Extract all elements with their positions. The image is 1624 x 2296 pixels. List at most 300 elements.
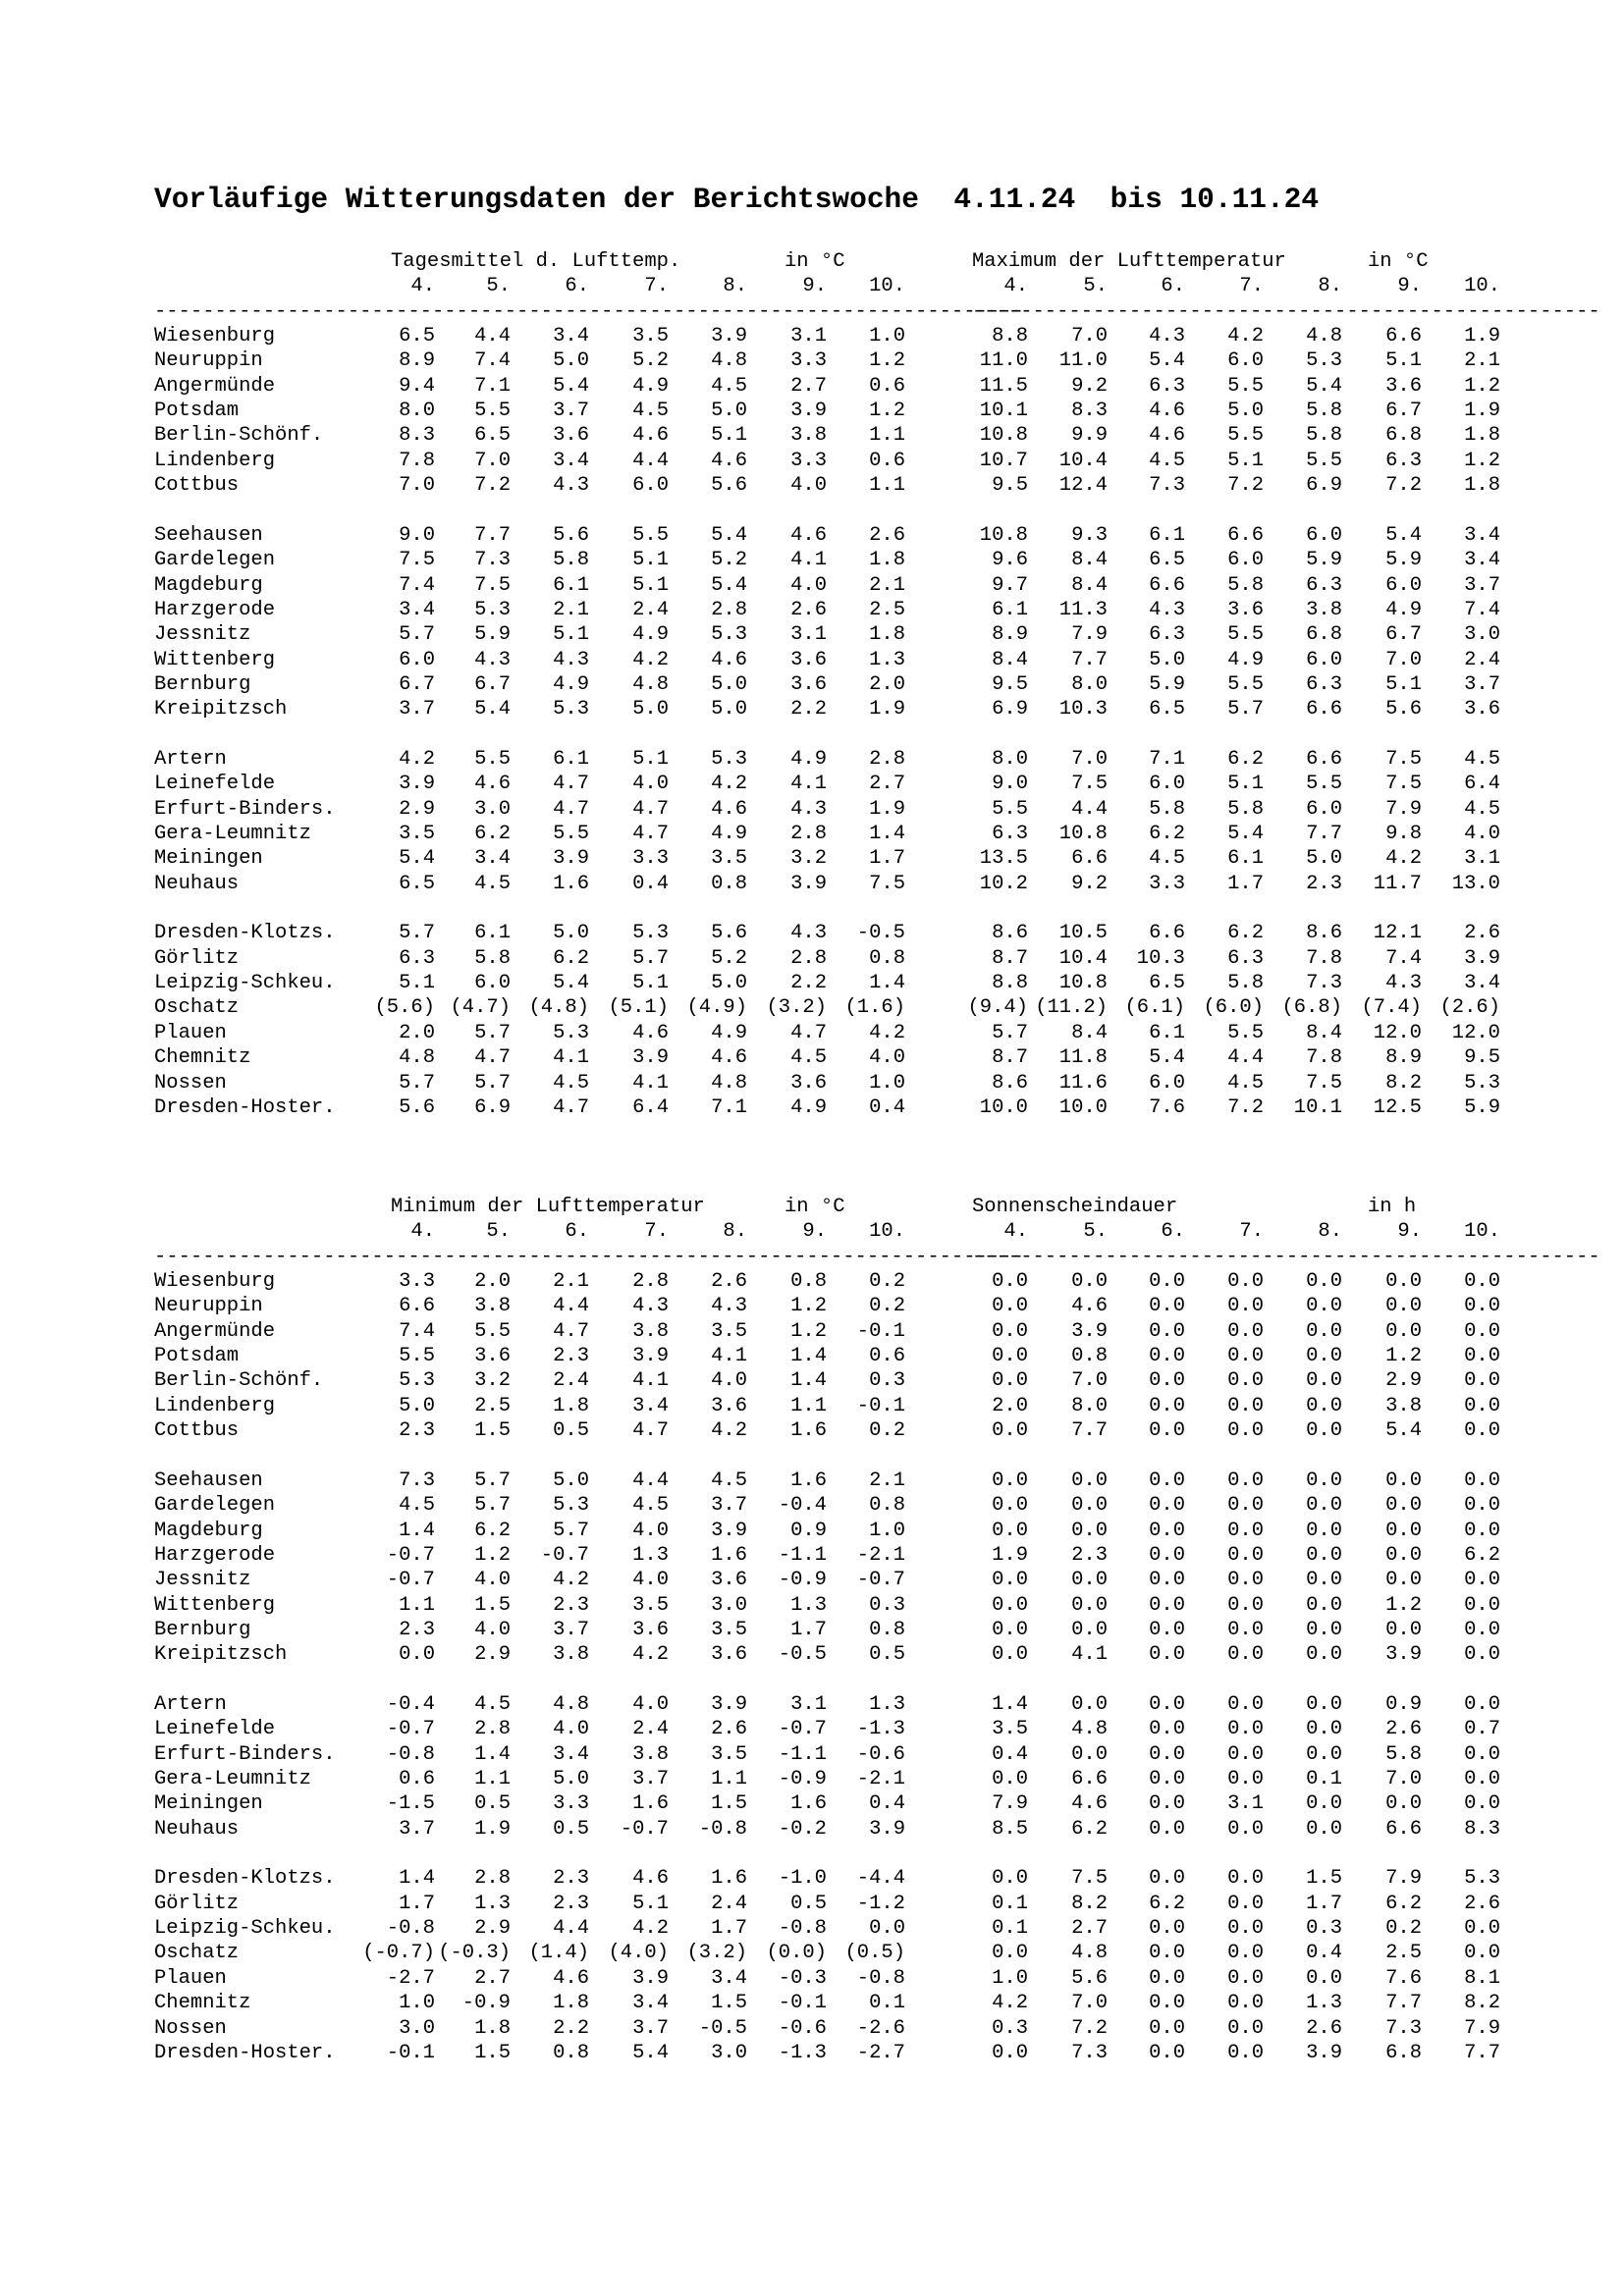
value-cell: 0.4 xyxy=(869,1095,905,1119)
value-cell: 0.8 xyxy=(869,1494,905,1518)
value-cell: 0.0 xyxy=(1227,1692,1264,1716)
value-cell: 4.4 xyxy=(632,449,669,472)
value-cell: 4.0 xyxy=(632,1692,669,1716)
value-cell: 0.0 xyxy=(1227,1295,1264,1318)
value-cell: 6.2 xyxy=(553,946,589,970)
value-cell: 3.9 xyxy=(632,1345,669,1368)
value-cell: 3.2 xyxy=(790,847,827,871)
value-cell: 0.0 xyxy=(1149,1966,1185,1990)
value-cell: 1.3 xyxy=(632,1543,669,1567)
value-cell: 3.6 xyxy=(790,672,827,696)
station-name: Leipzig-Schkeu. xyxy=(154,1917,336,1941)
divider-left: ------------------------------------------------------------------------ xyxy=(154,1246,1024,1268)
value-cell: 3.0 xyxy=(399,2016,435,2040)
value-cell: 0.0 xyxy=(1306,1618,1342,1641)
value-cell: 5.8 xyxy=(553,549,589,572)
value-cell: 4.5 xyxy=(711,1468,747,1492)
value-cell: 0.0 xyxy=(992,1942,1028,1965)
value-cell: 5.5 xyxy=(1306,449,1342,472)
day-header: 4. xyxy=(1003,1220,1028,1243)
value-cell: 4.5 xyxy=(474,872,511,895)
value-cell: 4.6 xyxy=(1149,400,1185,423)
value-cell: 7.0 xyxy=(1071,747,1108,771)
value-cell: 10.0 xyxy=(979,1095,1028,1119)
value-cell: 12.4 xyxy=(1058,474,1108,498)
value-cell: (4.7) xyxy=(450,996,511,1020)
value-cell: 7.4 xyxy=(399,1319,435,1343)
value-cell: 5.1 xyxy=(1385,349,1422,373)
value-cell: 2.3 xyxy=(399,1419,435,1443)
value-cell: 1.0 xyxy=(869,1071,905,1095)
value-cell: 6.3 xyxy=(1227,946,1264,970)
value-cell: 0.0 xyxy=(1227,1593,1264,1617)
value-cell: (3.2) xyxy=(766,996,827,1020)
value-cell: 0.0 xyxy=(1306,1643,1342,1667)
value-cell: -0.9 xyxy=(778,1768,827,1790)
value-cell: 3.6 xyxy=(1385,374,1422,398)
station-name: Oschatz xyxy=(154,1942,240,1965)
value-cell: 7.7 xyxy=(1071,648,1108,671)
value-cell: 5.0 xyxy=(632,698,669,721)
value-cell: 4.7 xyxy=(553,797,589,821)
value-cell: 0.2 xyxy=(869,1419,905,1443)
value-cell: 4.0 xyxy=(474,1618,511,1641)
value-cell: 0.8 xyxy=(1071,1345,1108,1368)
value-cell: 1.4 xyxy=(869,972,905,995)
value-cell: (-0.3) xyxy=(438,1942,511,1965)
value-cell: 0.0 xyxy=(1306,1817,1342,1841)
value-cell: 12.0 xyxy=(1451,1021,1500,1044)
value-cell: 0.1 xyxy=(869,1992,905,2015)
divider-right: ---------------------------------------------------- xyxy=(972,1246,1600,1268)
value-cell: 5.5 xyxy=(474,400,511,423)
value-cell: 0.0 xyxy=(1306,1319,1342,1343)
value-cell: 7.6 xyxy=(1149,1095,1185,1119)
value-cell: 5.3 xyxy=(1306,349,1342,373)
value-cell: 5.8 xyxy=(1227,573,1264,597)
value-cell: 1.6 xyxy=(553,872,589,895)
value-cell: 10.8 xyxy=(979,424,1028,448)
value-cell: 3.5 xyxy=(711,1618,747,1641)
value-cell: -0.1 xyxy=(856,1319,905,1343)
value-cell: 5.9 xyxy=(1385,549,1422,572)
value-cell: 4.5 xyxy=(1149,847,1185,871)
station-name: Gardelegen xyxy=(154,549,276,572)
value-cell: 0.0 xyxy=(1306,1966,1342,1990)
station-name: Chemnitz xyxy=(154,1992,251,2015)
value-cell: 5.7 xyxy=(399,1071,435,1095)
value-cell: 0.0 xyxy=(1306,1369,1342,1393)
value-cell: 5.3 xyxy=(711,623,747,647)
page-title: Vorläufige Witterungsdaten der Berichtswoche 4.11.24 bis 10.11.24 xyxy=(154,183,1320,216)
value-cell: 7.7 xyxy=(1306,823,1342,845)
value-cell: 6.1 xyxy=(553,747,589,771)
station-name: Meiningen xyxy=(154,1792,263,1816)
value-cell: 3.4 xyxy=(399,598,435,621)
day-header: 7. xyxy=(644,275,669,297)
value-cell: 5.8 xyxy=(474,946,511,970)
value-cell: 7.0 xyxy=(1385,648,1422,671)
station-name: Görlitz xyxy=(154,1892,240,1915)
station-name: Dresden-Hoster. xyxy=(154,2041,336,2064)
value-cell: 0.0 xyxy=(1385,1792,1422,1816)
value-cell: 1.9 xyxy=(1464,400,1500,423)
value-cell: 4.7 xyxy=(790,1021,827,1044)
value-cell: 3.5 xyxy=(711,847,747,871)
value-cell: 0.8 xyxy=(869,1618,905,1641)
value-cell: 4.2 xyxy=(632,648,669,671)
value-cell: 0.4 xyxy=(869,1792,905,1816)
value-cell: 0.0 xyxy=(1149,1569,1185,1592)
day-header: 8. xyxy=(723,1220,747,1243)
value-cell: -0.3 xyxy=(778,1966,827,1990)
value-cell: 3.2 xyxy=(474,1369,511,1393)
value-cell: 6.7 xyxy=(399,672,435,696)
station-name: Plauen xyxy=(154,1966,227,1990)
value-cell: (4.0) xyxy=(608,1942,669,1965)
value-cell: 4.6 xyxy=(474,773,511,796)
value-cell: 5.0 xyxy=(1227,400,1264,423)
value-cell: 3.8 xyxy=(1306,598,1342,621)
value-cell: 8.0 xyxy=(399,400,435,423)
value-cell: 3.1 xyxy=(1227,1792,1264,1816)
value-cell: 0.5 xyxy=(553,1817,589,1841)
value-cell: 4.9 xyxy=(790,747,827,771)
value-cell: 9.0 xyxy=(992,773,1028,796)
day-header: 6. xyxy=(1161,1220,1185,1243)
value-cell: 0.0 xyxy=(1464,1742,1500,1766)
value-cell: 1.8 xyxy=(474,2016,511,2040)
value-cell: 5.9 xyxy=(1306,549,1342,572)
value-cell: 3.4 xyxy=(474,847,511,871)
value-cell: 6.0 xyxy=(474,972,511,995)
value-cell: 0.0 xyxy=(1149,1394,1185,1417)
value-cell: 0.0 xyxy=(992,1643,1028,1667)
day-header: 4. xyxy=(1003,275,1028,297)
value-cell: 3.9 xyxy=(711,1519,747,1542)
value-cell: 0.0 xyxy=(1306,1270,1342,1293)
value-cell: 3.0 xyxy=(474,797,511,821)
value-cell: 4.8 xyxy=(1071,1942,1108,1965)
station-name: Plauen xyxy=(154,1021,227,1044)
value-cell: 6.9 xyxy=(1306,474,1342,498)
value-cell: 3.5 xyxy=(711,1319,747,1343)
value-cell: 2.5 xyxy=(869,598,905,621)
max-temp-title: Maximum der Lufttemperatur xyxy=(972,250,1286,273)
value-cell: 5.4 xyxy=(632,2041,669,2064)
value-cell: 4.5 xyxy=(1227,1071,1264,1095)
value-cell: 10.2 xyxy=(979,872,1028,895)
value-cell: (0.0) xyxy=(766,1942,827,1965)
value-cell: 7.0 xyxy=(1071,325,1108,347)
value-cell: 4.8 xyxy=(711,1071,747,1095)
value-cell: 0.0 xyxy=(992,1468,1028,1492)
value-cell: 5.6 xyxy=(1385,698,1422,721)
value-cell: 0.0 xyxy=(1149,1917,1185,1941)
value-cell: 4.3 xyxy=(1149,325,1185,347)
value-cell: 5.1 xyxy=(399,972,435,995)
value-cell: (7.4) xyxy=(1361,996,1422,1020)
value-cell: 7.3 xyxy=(1385,2016,1422,2040)
value-cell: 7.2 xyxy=(1227,1095,1264,1119)
value-cell: 3.0 xyxy=(711,2041,747,2064)
station-name: Kreipitzsch xyxy=(154,1643,288,1667)
value-cell: 6.6 xyxy=(1385,1817,1422,1841)
value-cell: 4.9 xyxy=(711,1021,747,1044)
value-cell: 0.0 xyxy=(1149,1419,1185,1443)
value-cell: 3.5 xyxy=(632,1593,669,1617)
value-cell: 6.1 xyxy=(1227,847,1264,871)
day-header: 5. xyxy=(1083,275,1108,297)
value-cell: 0.0 xyxy=(1464,1468,1500,1492)
day-header: 6. xyxy=(565,1220,589,1243)
value-cell: 0.0 xyxy=(1149,1319,1185,1343)
value-cell: 0.0 xyxy=(1149,1718,1185,1741)
value-cell: 2.9 xyxy=(1385,1369,1422,1393)
value-cell: 8.1 xyxy=(1464,1966,1500,1990)
value-cell: 0.0 xyxy=(1149,1768,1185,1790)
value-cell: 0.5 xyxy=(869,1643,905,1667)
value-cell: 6.0 xyxy=(1306,648,1342,671)
day-header: 7. xyxy=(1239,1220,1264,1243)
value-cell: -1.1 xyxy=(778,1543,827,1567)
value-cell: 5.4 xyxy=(553,972,589,995)
value-cell: (5.6) xyxy=(374,996,435,1020)
value-cell: 1.2 xyxy=(1385,1593,1422,1617)
value-cell: 4.2 xyxy=(632,1643,669,1667)
value-cell: 11.8 xyxy=(1058,1046,1108,1070)
value-cell: 1.5 xyxy=(474,1419,511,1443)
value-cell: 4.4 xyxy=(1071,797,1108,821)
value-cell: 0.0 xyxy=(1464,1369,1500,1393)
value-cell: 0.0 xyxy=(1227,1270,1264,1293)
value-cell: 8.2 xyxy=(1385,1071,1422,1095)
value-cell: 5.0 xyxy=(553,922,589,945)
value-cell: -0.8 xyxy=(778,1917,827,1941)
value-cell: 7.3 xyxy=(1306,972,1342,995)
value-cell: 3.4 xyxy=(632,1394,669,1417)
value-cell: 2.9 xyxy=(474,1917,511,1941)
value-cell: 3.8 xyxy=(553,1643,589,1667)
value-cell: 6.3 xyxy=(399,946,435,970)
value-cell: 7.2 xyxy=(1227,474,1264,498)
value-cell: 12.1 xyxy=(1373,922,1422,945)
value-cell: (1.6) xyxy=(844,996,905,1020)
value-cell: 7.3 xyxy=(1149,474,1185,498)
value-cell: 11.3 xyxy=(1058,598,1108,621)
value-cell: 5.6 xyxy=(553,523,589,547)
value-cell: 3.9 xyxy=(399,773,435,796)
value-cell: 5.5 xyxy=(1227,1021,1264,1044)
value-cell: 2.9 xyxy=(399,797,435,821)
value-cell: 1.6 xyxy=(790,1468,827,1492)
value-cell: 7.2 xyxy=(1071,2016,1108,2040)
value-cell: 0.0 xyxy=(1464,1618,1500,1641)
value-cell: 1.8 xyxy=(869,623,905,647)
value-cell: 0.4 xyxy=(632,872,669,895)
value-cell: 0.0 xyxy=(1071,1569,1108,1592)
station-name: Cottbus xyxy=(154,474,240,498)
value-cell: 0.0 xyxy=(1227,1942,1264,1965)
station-name: Gardelegen xyxy=(154,1494,276,1518)
value-cell: 4.0 xyxy=(1464,823,1500,845)
value-cell: (9.4) xyxy=(967,996,1028,1020)
station-name: Bernburg xyxy=(154,672,251,696)
value-cell: -1.2 xyxy=(856,1892,905,1915)
station-name: Potsdam xyxy=(154,400,240,423)
value-cell: (0.5) xyxy=(844,1942,905,1965)
value-cell: 0.0 xyxy=(1385,1468,1422,1492)
value-cell: 3.9 xyxy=(1385,1643,1422,1667)
value-cell: 6.4 xyxy=(1464,773,1500,796)
value-cell: 0.8 xyxy=(790,1270,827,1293)
value-cell: -1.0 xyxy=(778,1867,827,1891)
value-cell: 0.3 xyxy=(1306,1917,1342,1941)
value-cell: 0.0 xyxy=(1227,1468,1264,1492)
value-cell: 1.3 xyxy=(1306,1992,1342,2015)
value-cell: 0.0 xyxy=(992,1768,1028,1790)
value-cell: 6.2 xyxy=(1227,747,1264,771)
value-cell: 3.7 xyxy=(399,698,435,721)
value-cell: 0.5 xyxy=(474,1792,511,1816)
value-cell: (4.8) xyxy=(528,996,589,1020)
value-cell: 5.1 xyxy=(632,573,669,597)
value-cell: 1.0 xyxy=(399,1992,435,2015)
value-cell: 8.6 xyxy=(992,1071,1028,1095)
day-header: 10. xyxy=(1464,1220,1500,1243)
value-cell: 3.6 xyxy=(474,1345,511,1368)
value-cell: 5.7 xyxy=(399,623,435,647)
value-cell: 3.1 xyxy=(1464,847,1500,871)
value-cell: 1.9 xyxy=(869,698,905,721)
value-cell: 7.9 xyxy=(1385,1867,1422,1891)
station-name: Görlitz xyxy=(154,946,240,970)
day-header: 7. xyxy=(644,1220,669,1243)
value-cell: 5.4 xyxy=(711,523,747,547)
value-cell: 0.9 xyxy=(790,1519,827,1542)
value-cell: 0.0 xyxy=(1149,1992,1185,2015)
value-cell: 7.4 xyxy=(399,573,435,597)
value-cell: 5.1 xyxy=(632,747,669,771)
value-cell: -0.2 xyxy=(778,1817,827,1841)
value-cell: 0.4 xyxy=(1306,1942,1342,1965)
mean-temp-unit: in °C xyxy=(785,250,845,273)
value-cell: 3.8 xyxy=(632,1742,669,1766)
value-cell: 4.5 xyxy=(399,1494,435,1518)
value-cell: 0.0 xyxy=(1385,1494,1422,1518)
value-cell: 2.3 xyxy=(553,1892,589,1915)
value-cell: 1.2 xyxy=(790,1319,827,1343)
value-cell: 4.5 xyxy=(790,1046,827,1070)
value-cell: 6.2 xyxy=(474,1519,511,1542)
value-cell: 4.2 xyxy=(632,1917,669,1941)
station-name: Chemnitz xyxy=(154,1046,251,1070)
value-cell: 0.0 xyxy=(1306,1569,1342,1592)
value-cell: 1.9 xyxy=(869,797,905,821)
value-cell: -2.7 xyxy=(386,1966,435,1990)
value-cell: 2.8 xyxy=(790,823,827,845)
value-cell: 5.2 xyxy=(711,946,747,970)
value-cell: 4.4 xyxy=(632,1468,669,1492)
value-cell: 9.4 xyxy=(399,374,435,398)
value-cell: 8.9 xyxy=(399,349,435,373)
value-cell: 0.6 xyxy=(869,449,905,472)
value-cell: 2.4 xyxy=(632,1718,669,1741)
value-cell: 7.1 xyxy=(711,1095,747,1119)
day-header: 6. xyxy=(1161,275,1185,297)
value-cell: 2.8 xyxy=(711,598,747,621)
value-cell: 7.5 xyxy=(1071,1867,1108,1891)
value-cell: 6.5 xyxy=(1149,972,1185,995)
value-cell: 3.6 xyxy=(1464,698,1500,721)
value-cell: 0.0 xyxy=(992,1618,1028,1641)
value-cell: 9.5 xyxy=(992,474,1028,498)
value-cell: 0.1 xyxy=(992,1892,1028,1915)
value-cell: 0.0 xyxy=(1464,1692,1500,1716)
value-cell: 0.0 xyxy=(1149,1494,1185,1518)
value-cell: 3.8 xyxy=(1385,1394,1422,1417)
value-cell: 3.8 xyxy=(790,424,827,448)
value-cell: -0.7 xyxy=(386,1543,435,1567)
station-name: Neuhaus xyxy=(154,1817,240,1841)
value-cell: 7.2 xyxy=(1385,474,1422,498)
value-cell: 0.0 xyxy=(992,1369,1028,1393)
value-cell: 4.1 xyxy=(711,1345,747,1368)
value-cell: 0.7 xyxy=(1464,1718,1500,1741)
value-cell: 3.4 xyxy=(1464,549,1500,572)
value-cell: 5.7 xyxy=(474,1468,511,1492)
value-cell: (4.9) xyxy=(686,996,747,1020)
station-name: Nossen xyxy=(154,2016,227,2040)
value-cell: 5.3 xyxy=(553,1494,589,1518)
value-cell: 5.3 xyxy=(711,747,747,771)
station-name: Erfurt-Binders. xyxy=(154,1742,336,1766)
value-cell: 6.2 xyxy=(1071,1817,1108,1841)
value-cell: 1.4 xyxy=(992,1692,1028,1716)
value-cell: 4.4 xyxy=(474,325,511,347)
value-cell: 0.0 xyxy=(1227,1345,1264,1368)
value-cell: 6.6 xyxy=(1227,523,1264,547)
value-cell: 0.0 xyxy=(1385,1569,1422,1592)
sunshine-title: Sonnenscheindauer xyxy=(972,1196,1178,1218)
value-cell: 3.9 xyxy=(790,400,827,423)
station-name: Wiesenburg xyxy=(154,325,276,347)
value-cell: 0.5 xyxy=(790,1892,827,1915)
value-cell: 0.3 xyxy=(869,1593,905,1617)
station-name: Erfurt-Binders. xyxy=(154,797,336,821)
value-cell: 4.3 xyxy=(1385,972,1422,995)
value-cell: 3.1 xyxy=(790,623,827,647)
value-cell: -0.8 xyxy=(386,1742,435,1766)
value-cell: 7.4 xyxy=(1464,598,1500,621)
value-cell: 5.5 xyxy=(632,523,669,547)
value-cell: 7.5 xyxy=(1071,773,1108,796)
value-cell: -0.5 xyxy=(698,2016,747,2040)
value-cell: 3.7 xyxy=(553,1618,589,1641)
value-cell: 11.0 xyxy=(1058,349,1108,373)
value-cell: 6.0 xyxy=(399,648,435,671)
value-cell: 0.0 xyxy=(1149,1618,1185,1641)
value-cell: 5.8 xyxy=(1227,797,1264,821)
value-cell: 4.5 xyxy=(1464,747,1500,771)
value-cell: 4.2 xyxy=(711,1419,747,1443)
value-cell: 0.0 xyxy=(1071,1593,1108,1617)
value-cell: 1.4 xyxy=(790,1345,827,1368)
value-cell: 2.0 xyxy=(992,1394,1028,1417)
value-cell: 4.2 xyxy=(992,1992,1028,2015)
value-cell: 0.5 xyxy=(553,1419,589,1443)
value-cell: 1.4 xyxy=(869,823,905,845)
